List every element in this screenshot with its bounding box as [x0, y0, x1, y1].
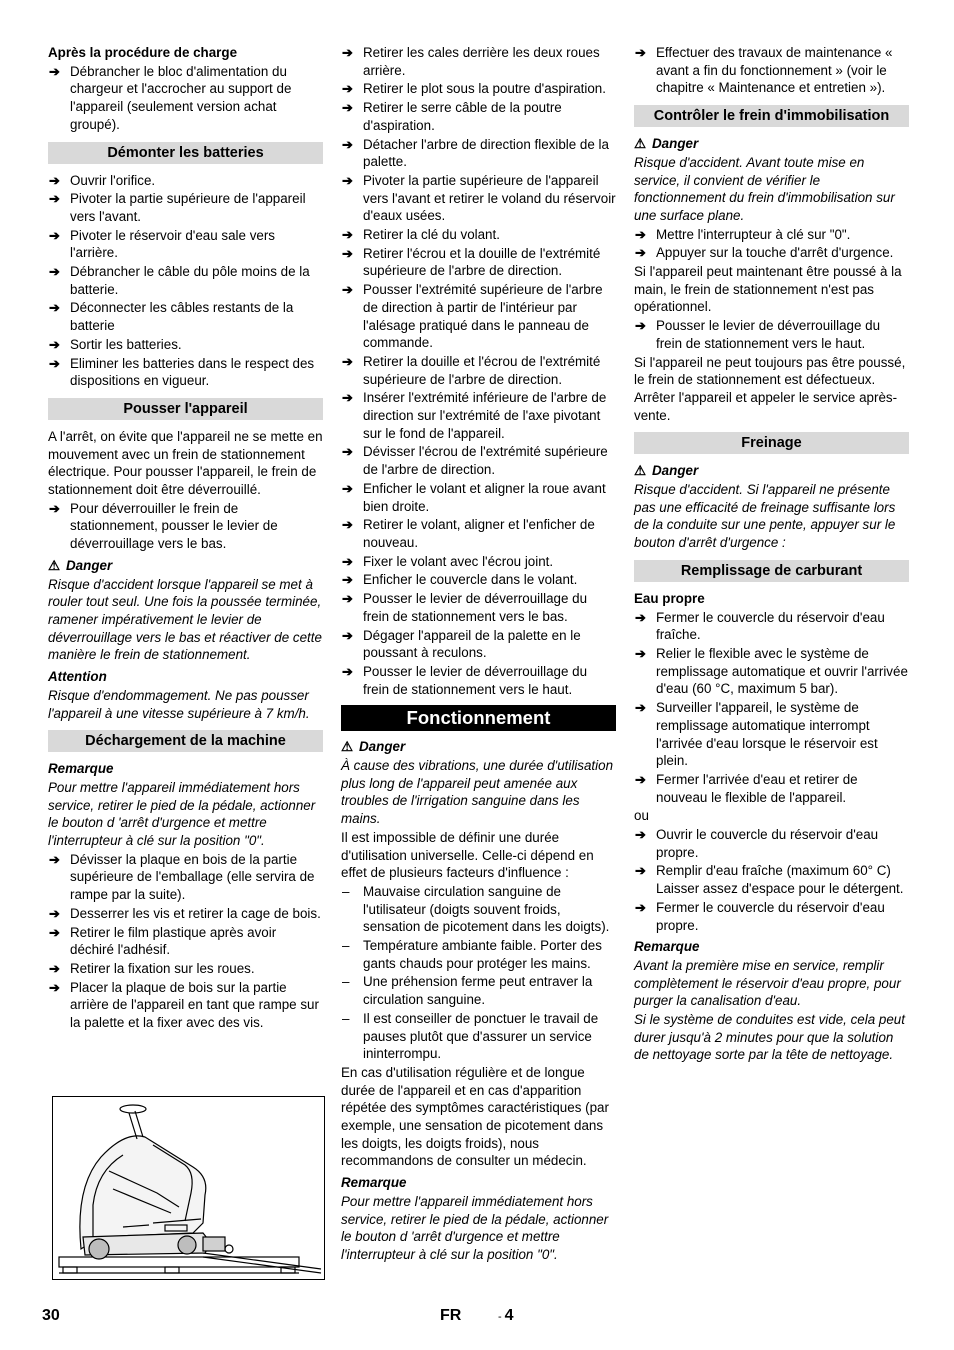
water-list-2	[634, 826, 909, 934]
list-item	[341, 937, 616, 972]
list-item-text: Insérer l'extrémité inférieure de l'arbre de direction sur l'extrémité de l'axe pivotant sur le fond de l'appareil.	[363, 390, 607, 441]
list-item	[634, 645, 909, 698]
list-item	[634, 609, 909, 644]
list-item	[341, 443, 616, 478]
list-item	[341, 226, 616, 244]
long-use-text: En cas d'utilisation régulière et de longue durée de l'appareil et en cas d'apparition répétée des symptômes caractéristiques (par exemple, une sensation de picotement dans les doigts, les doigts froids), nous recommandons de consulter un médecin.	[341, 1064, 609, 1169]
maintenance-list	[634, 44, 909, 97]
list-item	[48, 63, 323, 134]
sub-page-number: - 4	[498, 1307, 514, 1324]
list-item	[634, 826, 909, 861]
list-item	[48, 355, 323, 390]
list-item	[341, 590, 616, 625]
arrow-right-icon: ➔	[342, 517, 353, 533]
list-item-text: Pousser le levier de déverrouillage du frein de stationnement vers le haut.	[656, 318, 881, 351]
unload-list	[48, 851, 323, 1032]
list-item-text: Pousser le levier de déverrouillage du frein de stationnement vers le bas.	[363, 591, 588, 624]
list-item	[48, 960, 323, 978]
list-item	[48, 336, 323, 354]
list-item-text: Retirer la fixation sur les roues.	[70, 960, 255, 976]
list-item-text: Température ambiante faible. Porter des gants chauds pour protéger les mains.	[363, 938, 602, 971]
column-right	[634, 44, 909, 1065]
language-code: FR	[440, 1307, 462, 1324]
list-item-text: Retirer la clé du volant.	[363, 227, 500, 243]
remark-text: Pour mettre l'appareil immédiatement hors service, retirer le pied de la pédale, actionner le bouton d 'arrêt d'urgence et mettre l'interrupteur à clé sur la position "0".	[48, 779, 316, 849]
dash-bullet-icon: –	[342, 938, 350, 954]
arrow-right-icon: ➔	[635, 45, 646, 60]
section-header-fuel: Remplissage de carburant	[634, 560, 909, 582]
arrow-right-icon: ➔	[49, 300, 60, 316]
list-item	[341, 99, 616, 134]
arrow-right-icon: ➔	[342, 172, 353, 188]
list-item-text: Mettre l'interrupteur à clé sur "0".	[656, 226, 851, 242]
arrow-right-icon: ➔	[342, 45, 353, 60]
list-item-text: Remplir d'eau fraîche (maximum 60° C) Laisser assez d'espace pour le détergent.	[656, 863, 904, 897]
section-header-unload: Déchargement de la machine	[48, 730, 323, 752]
list-item-text: Dévisser l'écrou de l'extrémité supérieure de l'arbre de direction.	[363, 444, 608, 478]
list-item-text: Pivoter la partie supérieure de l'appareil vers l'avant et retirer le voland du réservoir d'eaux usées.	[363, 172, 616, 224]
list-item-text: Dévisser la plaque en bois de la partie supérieure de l'emballage (elle servira de rampe par la suite).	[70, 851, 315, 903]
arrow-right-icon: ➔	[342, 136, 353, 152]
braking-danger-text: Risque d'accident. Si l'appareil ne présente pas une efficacité de freinage suffisante lors de la conduite sur une pente, appuyer sur le bouton d'arrêt d'urgence :	[634, 482, 896, 551]
list-item-text: Pivoter la partie supérieure de l'appareil vers l'avant.	[70, 191, 306, 224]
arrow-right-icon: ➔	[49, 264, 60, 280]
list-item-text: Mauvaise circulation sanguine de l'utilisateur (doigts souvent froids, sensation de picotement dans les doigts).	[363, 883, 610, 935]
list-item	[341, 353, 616, 388]
list-item	[48, 172, 323, 190]
list-item	[341, 1010, 616, 1063]
list-item	[48, 190, 323, 225]
list-item	[48, 500, 323, 553]
list-item	[48, 263, 323, 298]
list-item-text: Eliminer les batteries dans le respect des dispositions en vigueur.	[70, 355, 315, 389]
list-item-text: Ouvrir l'orifice.	[70, 172, 156, 188]
arrow-right-icon: ➔	[342, 81, 353, 97]
arrow-right-icon: ➔	[635, 245, 646, 261]
arrow-right-icon: ➔	[635, 700, 646, 716]
list-item-text: Fermer le couvercle du réservoir d'eau fraîche.	[656, 609, 885, 643]
list-item-text: Desserrer les vis et retirer la cage de bois.	[70, 905, 321, 921]
danger-label: ⚠ Danger	[634, 463, 699, 479]
section-header-push: Pousser l'appareil	[48, 398, 323, 420]
brake-list-2	[634, 317, 909, 352]
list-item-text: Détacher l'arbre de direction flexible de la palette.	[363, 136, 609, 170]
danger-text: Risque d'accident lorsque l'appareil se met à rouler tout seul. Une fois la poussée terminée, ramener impérativement le levier de déverrouillage vers le bas et réactiver de cette manière le frein de stationnement.	[48, 576, 322, 663]
list-item-text: Retirer l'écrou et la douille de l'extrémité supérieure de l'arbre de direction.	[363, 245, 601, 279]
list-item	[634, 862, 909, 897]
list-item	[48, 299, 323, 334]
list-item-text: Retirer la douille et l'écrou de l'extrémité supérieure de l'arbre de direction.	[363, 353, 601, 387]
arrow-right-icon: ➔	[342, 591, 353, 607]
warning-triangle-icon: ⚠	[48, 557, 61, 573]
warning-triangle-icon: ⚠	[634, 136, 647, 152]
section-header-braking: Freinage	[634, 432, 909, 454]
list-item-text: Pour déverrouiller le frein de stationnement, pousser le levier de déverrouillage vers le bas.	[70, 500, 278, 552]
list-item	[341, 389, 616, 442]
column-middle	[341, 44, 616, 1265]
arrow-right-icon: ➔	[342, 282, 353, 298]
list-item-text: Une préhension ferme peut entraver la circulation sanguine.	[363, 974, 593, 1008]
push-list	[48, 500, 323, 553]
charge-list	[48, 63, 323, 134]
arrow-right-icon: ➔	[635, 609, 646, 625]
list-item	[634, 771, 909, 806]
warning-triangle-icon: ⚠	[634, 463, 647, 479]
arrow-right-icon: ➔	[635, 645, 646, 661]
list-item	[341, 516, 616, 551]
danger-label: ⚠ Danger	[48, 557, 113, 573]
section-header-batteries: Démonter les batteries	[48, 142, 323, 164]
brake-list	[634, 226, 909, 262]
list-item	[48, 851, 323, 904]
list-item	[634, 44, 909, 97]
list-item-text: Débrancher le câble du pôle moins de la batterie.	[70, 264, 310, 297]
water-list	[634, 609, 909, 807]
arrow-right-icon: ➔	[342, 353, 353, 369]
list-item	[341, 663, 616, 698]
arrow-right-icon: ➔	[635, 226, 646, 242]
list-item	[634, 899, 909, 934]
chapter-header-operation: Fonctionnement	[341, 705, 616, 731]
charge-title: Après la procédure de charge	[48, 45, 238, 60]
attention-label: Attention	[48, 669, 107, 685]
arrow-right-icon: ➔	[342, 627, 353, 643]
list-item-text: Effectuer des travaux de maintenance « avant a fin du fonctionnement » (voir le chapitre « Maintenance et entretien »).	[656, 45, 893, 96]
arrow-right-icon: ➔	[49, 191, 60, 207]
brake-text-2: Si l'appareil ne peut toujours pas être poussé, le frein de stationnement est défectueux. Arrêter l'appareil et appeler le service après-vente.	[634, 354, 906, 423]
list-item-text: Débrancher le bloc d'alimentation du chargeur et l'accrocher au support de l'appareil (seulement version achat groupé).	[70, 63, 292, 132]
list-item	[634, 244, 909, 262]
remark-label: Remarque	[48, 761, 114, 777]
list-item	[341, 973, 616, 1008]
arrow-right-icon: ➔	[342, 572, 353, 588]
arrow-right-icon: ➔	[342, 444, 353, 460]
danger-text: À cause des vibrations, une durée d'utilisation plus long de l'appareil peut amenée aux troubles de l'irrigation sanguine dans les mains.	[341, 758, 614, 827]
list-item	[341, 245, 616, 280]
attention-text: Risque d'endommagement. Ne pas pousser l'appareil à une vitesse supérieure à 7 km/h.	[48, 687, 310, 721]
list-item-text: Retirer les cales derrière les deux roues arrière.	[363, 45, 600, 78]
list-item	[634, 317, 909, 352]
list-item-text: Pousser l'extrémité supérieure de l'arbre de direction à partir de l'intérieur par l'alésage pratiqué dans le panneau de commande.	[363, 282, 603, 351]
list-item-text: Ouvrir le couvercle du réservoir d'eau propre.	[656, 827, 879, 860]
list-item	[634, 226, 909, 244]
list-item	[48, 924, 323, 959]
list-item-text: Dégager l'appareil de la palette en le poussant à reculons.	[363, 627, 581, 661]
arrow-right-icon: ➔	[635, 771, 646, 787]
dash-bullet-icon: –	[342, 974, 350, 990]
brake-danger-text: Risque d'accident. Avant toute mise en service, il convient de vérifier le fonctionnement du frein d'immobilisation sur une surface plane.	[634, 154, 895, 223]
list-item-text: Retirer le plot sous la poutre d'aspiration.	[363, 81, 606, 97]
intro-text: Il est impossible de définir une durée d'utilisation universelle. Celle-ci dépend en effet de plusieurs facteurs d'influence :	[341, 829, 594, 881]
arrow-right-icon: ➔	[49, 355, 60, 371]
danger-label: ⚠ Danger	[341, 739, 406, 755]
arrow-right-icon: ➔	[49, 851, 60, 867]
list-item-text: Retirer le film plastique après avoir déchiré l'adhésif.	[70, 924, 277, 958]
remark-text: Pour mettre l'appareil immédiatement hors service, retirer le pied de la pédale, actionner le bouton d 'arrêt d'urgence et mettre l'interrupteur à clé sur la position "0".	[341, 1193, 609, 1262]
danger-label: ⚠ Danger	[634, 136, 699, 152]
list-item	[48, 905, 323, 923]
arrow-right-icon: ➔	[49, 979, 60, 995]
clean-water-title: Eau propre	[634, 590, 705, 606]
arrow-right-icon: ➔	[635, 318, 646, 334]
arrow-right-icon: ➔	[342, 245, 353, 261]
push-text: A l'arrêt, on évite que l'appareil ne se mette en mouvement avec un frein de stationnement électrique. Pour pousser l'appareil, le frein de stationnement doit être déverrouillé.	[48, 428, 323, 498]
dash-bullet-icon: –	[342, 883, 350, 899]
remark-label: Remarque	[341, 1175, 407, 1191]
list-item-text: Placer la plaque de bois sur la partie arrière de l'appareil en tant que rampe sur la palette et la fixer avec des vis.	[70, 979, 319, 1031]
list-item	[341, 883, 616, 936]
list-item-text: Surveiller l'appareil, le système de remplissage automatique interrompt l'arrivée d'eau lorsque le réservoir est plein.	[656, 700, 878, 769]
arrow-right-icon: ➔	[635, 827, 646, 843]
list-item	[48, 227, 323, 262]
arrow-right-icon: ➔	[342, 663, 353, 679]
list-item-text: Pivoter le réservoir d'eau sale vers l'arrière.	[70, 227, 275, 261]
remark-label: Remarque	[634, 939, 700, 955]
arrow-right-icon: ➔	[342, 100, 353, 116]
list-item-text: Appuyer sur la touche d'arrêt d'urgence.	[656, 245, 894, 261]
arrow-right-icon: ➔	[49, 500, 60, 516]
arrow-right-icon: ➔	[49, 960, 60, 976]
column-left	[48, 44, 323, 1033]
machine-on-pallet-illustration	[52, 1096, 325, 1280]
list-item-text: Déconnecter les câbles restants de la batterie	[70, 300, 294, 334]
list-item-text: Il est conseiller de ponctuer le travail de pauses plutôt que d'assurer un service ininterrompu.	[363, 1010, 599, 1062]
arrow-right-icon: ➔	[49, 227, 60, 243]
list-item-text: Fixer le volant avec l'écrou joint.	[363, 553, 554, 569]
list-item-text: Retirer le volant, aligner et l'enficher de nouveau.	[363, 517, 595, 550]
list-item-text: Retirer le serre câble de la poutre d'aspiration.	[363, 100, 562, 133]
list-item	[341, 172, 616, 225]
warning-triangle-icon: ⚠	[341, 739, 354, 755]
arrow-right-icon: ➔	[635, 863, 646, 879]
scrubber-machine-drawing	[53, 1097, 324, 1279]
section-header-brake-check: Contrôler le frein d'immobilisation	[634, 105, 909, 127]
remark-text-2: Si le système de conduites est vide, cela peut durer jusqu'à 2 minutes pour que la solution de nettoyage sorte par la tête de nettoyage.	[634, 1012, 905, 1063]
remark-text-1: Avant la première mise en service, remplir complètement le réservoir d'eau propre, pour purger la canalisation d'eau.	[634, 957, 901, 1009]
list-item	[634, 699, 909, 770]
list-item	[341, 571, 616, 589]
arrow-right-icon: ➔	[342, 480, 353, 496]
list-item-text: Fermer l'arrivée d'eau et retirer de nouveau le flexible de l'appareil.	[656, 771, 858, 805]
list-item-text: Sortir les batteries.	[70, 336, 182, 352]
arrow-right-icon: ➔	[49, 924, 60, 940]
list-item-text: Pousser le levier de déverrouillage du frein de stationnement vers le haut.	[363, 663, 588, 697]
or-text: ou	[634, 808, 649, 824]
list-item	[341, 553, 616, 571]
list-item	[341, 136, 616, 171]
arrow-right-icon: ➔	[342, 390, 353, 406]
brake-text-1: Si l'appareil peut maintenant être poussé à la main, le frein de stationnement n'est pas opérationnel.	[634, 264, 902, 315]
arrow-right-icon: ➔	[635, 899, 646, 915]
list-item-text: Enficher le couvercle dans le volant.	[363, 572, 578, 588]
unpack-steps-list	[341, 44, 616, 698]
list-item	[341, 44, 616, 79]
list-item-text: Relier le flexible avec le système de remplissage automatique et ouvrir l'arrivée d'eau (60 °C, maximum 5 bar).	[656, 645, 908, 697]
batteries-list	[48, 172, 323, 390]
dash-bullet-icon: –	[342, 1010, 350, 1026]
arrow-right-icon: ➔	[49, 336, 60, 352]
list-item-text: Enficher le volant et aligner la roue avant bien droite.	[363, 480, 606, 514]
arrow-right-icon: ➔	[342, 553, 353, 569]
arrow-right-icon: ➔	[49, 63, 60, 79]
list-item	[341, 281, 616, 352]
list-item	[341, 480, 616, 515]
arrow-right-icon: ➔	[49, 905, 60, 921]
page-number: 30	[42, 1307, 60, 1324]
factors-list	[341, 883, 616, 1063]
list-item	[341, 80, 616, 98]
arrow-right-icon: ➔	[342, 227, 353, 243]
list-item	[341, 627, 616, 662]
arrow-right-icon: ➔	[49, 172, 60, 188]
list-item-text: Fermer le couvercle du réservoir d'eau propre.	[656, 899, 885, 933]
list-item	[48, 979, 323, 1032]
